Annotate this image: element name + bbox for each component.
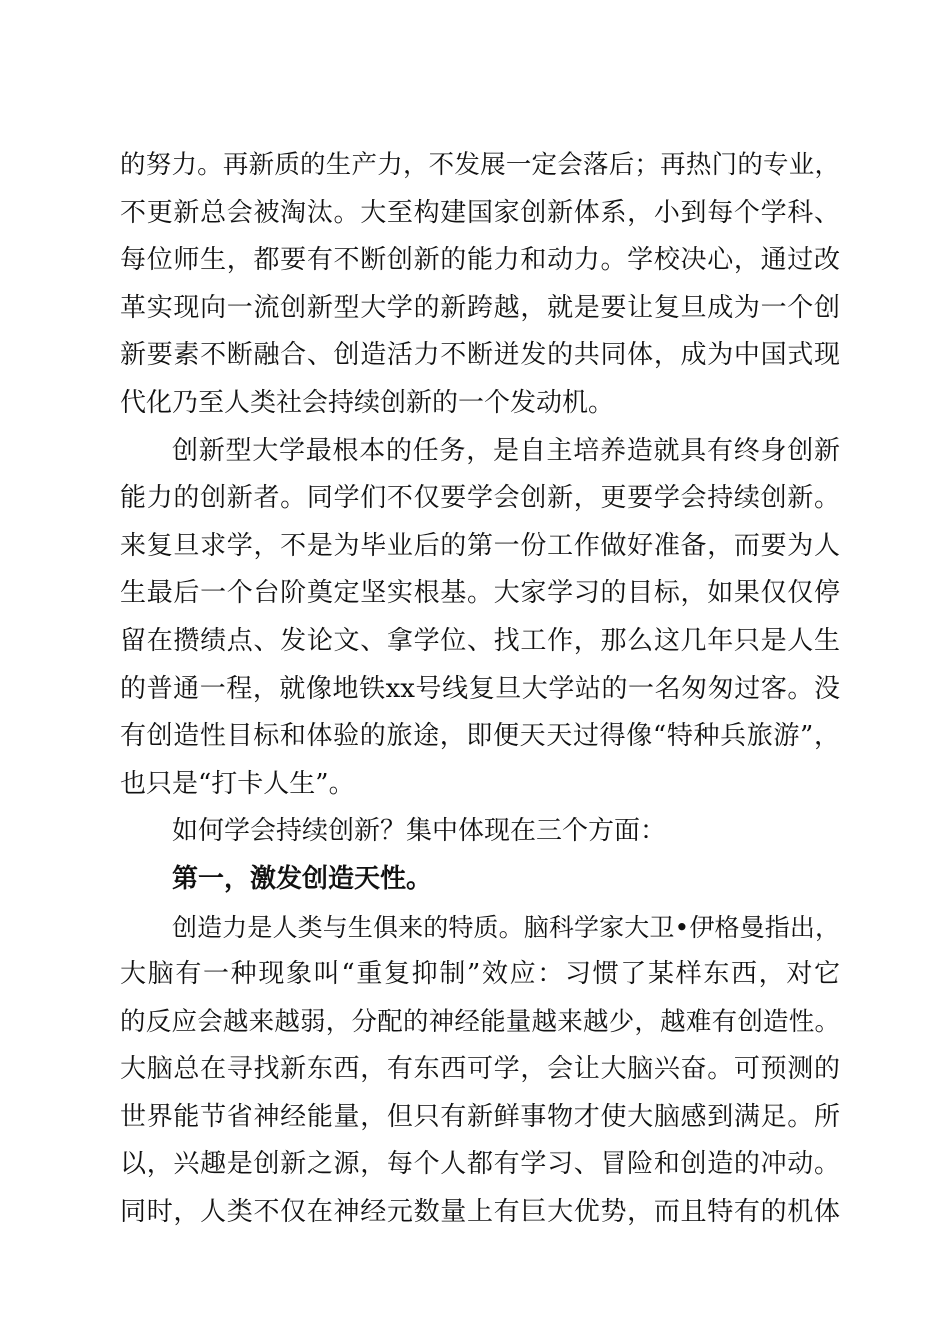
text-line: 大脑有一种现象叫“重复抑制”效应：习惯了某样东西，对它 bbox=[120, 959, 840, 990]
text-line: 的反应会越来越弱，分配的神经能量越来越少，越难有创造性。 bbox=[120, 1006, 840, 1037]
document-body bbox=[120, 142, 840, 1237]
text-line: 的普通一程，就像地铁xx号线复旦大学站的一名匆匆过客。没 bbox=[120, 673, 840, 704]
text-line: 代化乃至人类社会持续创新的一个发动机。 bbox=[120, 387, 615, 418]
text-line: 不更新总会被淘汰。大至构建国家创新体系，小到每个学科、 bbox=[120, 197, 840, 228]
text-line: 世界能节省神经能量，但只有新鲜事物才使大脑感到满足。所 bbox=[120, 1101, 840, 1132]
text-line: 也只是“打卡人生”。 bbox=[120, 768, 355, 799]
text-line: 留在攒绩点、发论文、拿学位、找工作，那么这几年只是人生 bbox=[120, 625, 840, 656]
section-heading: 第一，激发创造天性。 bbox=[172, 863, 433, 894]
text-line: 创造力是人类与生俱来的特质。脑科学家大卫•伊格曼指出， bbox=[172, 912, 840, 942]
text-line: 新要素不断融合、创造活力不断迸发的共同体，成为中国式现 bbox=[120, 340, 840, 371]
text-line: 来复旦求学，不是为毕业后的第一份工作做好准备，而要为人 bbox=[120, 530, 840, 561]
text-line: 有创造性目标和体验的旅途，即便天天过得像“特种兵旅游”， bbox=[120, 721, 840, 752]
text-line: 的努力。再新质的生产力，不发展一定会落后；再热门的专业， bbox=[120, 150, 840, 180]
text-line: 大脑总在寻找新东西，有东西可学，会让大脑兴奋。可预测的 bbox=[120, 1054, 840, 1085]
text-line: 以，兴趣是创新之源，每个人都有学习、冒险和创造的冲动。 bbox=[120, 1149, 840, 1180]
text-line: 革实现向一流创新型大学的新跨越，就是要让复旦成为一个创 bbox=[120, 292, 840, 323]
text-line: 如何学会持续创新？集中体现在三个方面： bbox=[172, 816, 667, 847]
text-line: 同时，人类不仅在神经元数量上有巨大优势，而且特有的机体 bbox=[120, 1197, 840, 1228]
text-line: 每位师生，都要有不断创新的能力和动力。学校决心，通过改 bbox=[120, 245, 840, 276]
text-line: 能力的创新者。同学们不仅要学会创新，更要学会持续创新。 bbox=[120, 483, 840, 514]
text-line: 生最后一个台阶奠定坚实根基。大家学习的目标，如果仅仅停 bbox=[120, 578, 840, 609]
text-line: 创新型大学最根本的任务，是自主培养造就具有终身创新 bbox=[172, 435, 840, 466]
